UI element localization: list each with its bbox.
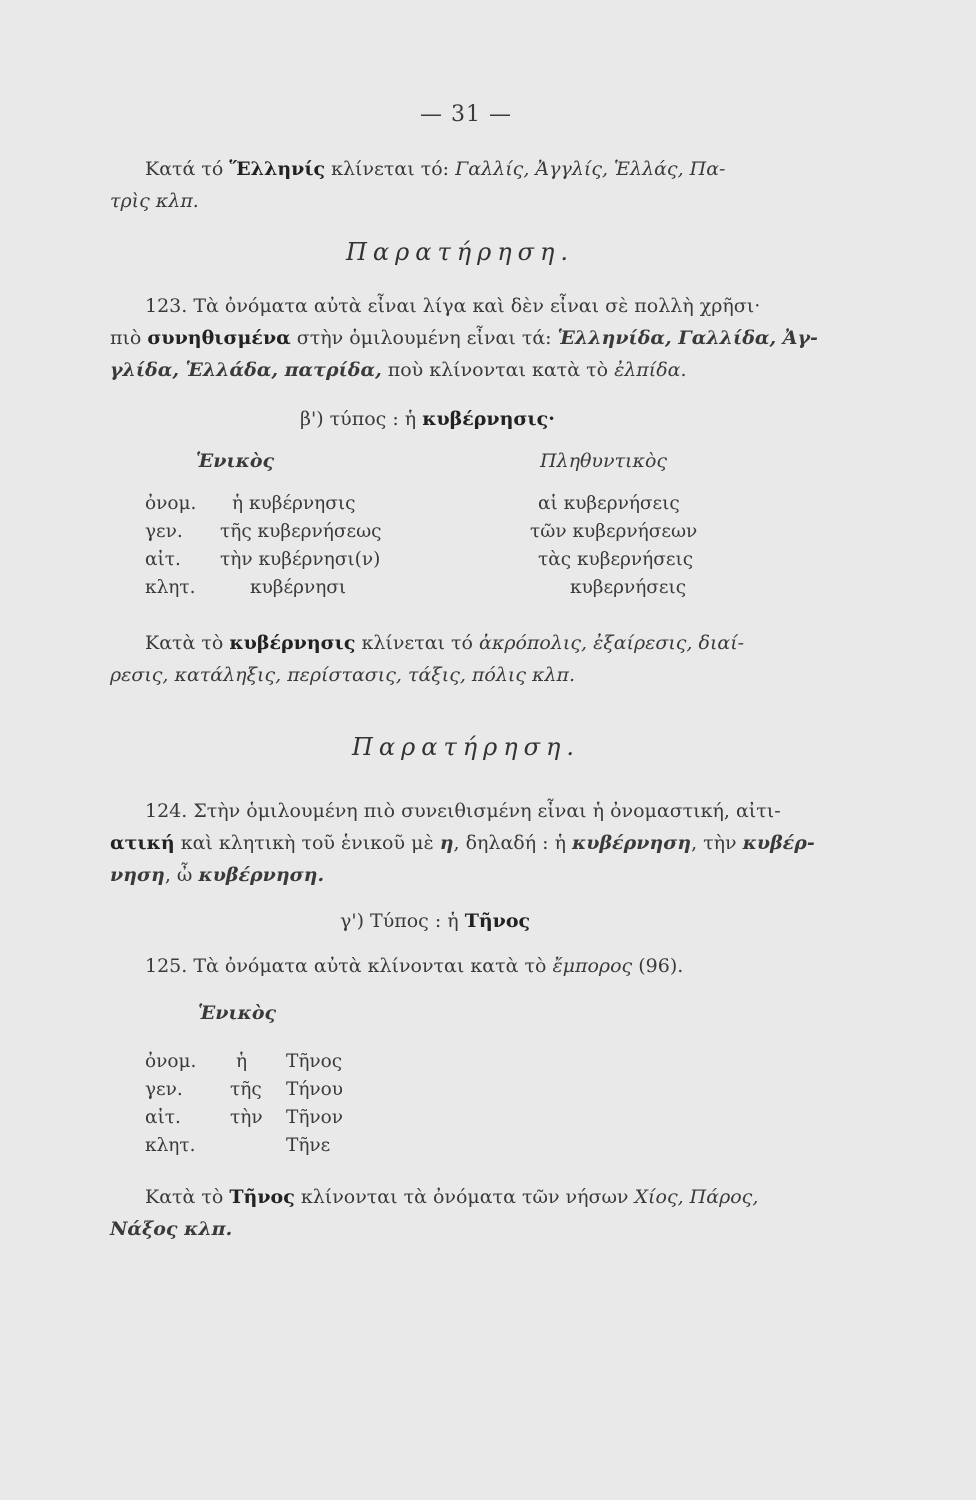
- type-c-heading: γ') Τύπος : ἡ Τῆνος: [340, 910, 531, 932]
- paragraph-4-line-3: νηση, ὦ κυβέρνηση.: [110, 864, 325, 886]
- paragraph-1-line-2: τρὶς κλπ.: [110, 190, 199, 212]
- table2-case-col: [145, 1048, 196, 1160]
- paragraph-2-line-3: γλίδα, Ἑλλάδα, πατρίδα, ποὺ κλίνονται κατὰ τὸ ἐλπίδα.: [110, 359, 687, 381]
- table-cell: τῶν κυβερνήσεων: [530, 521, 698, 542]
- table-cell: τὴν κυβέρνησι(ν): [220, 549, 381, 570]
- paragraph-2-line-2: πιὸ συνηθισμένα στὴν ὁμιλουμένη εἶναι τά: Ἑλληνίδα, Γαλλίδα, Ἀγ-: [110, 327, 818, 349]
- table-cell: τὴν: [230, 1107, 263, 1128]
- table-row: κλητ.: [145, 1135, 196, 1156]
- table2-singular-header: Ἑνικὸς: [198, 1002, 277, 1024]
- table1-singular-header: Ἑνικὸς: [196, 450, 275, 472]
- table-cell: ἡ κυβέρνησις: [232, 493, 356, 514]
- table-row: ὀνομ.: [145, 493, 197, 514]
- paragraph-3-line-1: Κατὰ τὸ κυβέρνησις κλίνεται τό ἀκρόπολις, ἐξαίρεσις, διαί-: [145, 632, 745, 654]
- paragraph-1-line-1: Κατά τό Ἕλληνίς κλίνεται τό: Γαλλίς, Ἀγγλίς, Ἑλλάς, Πα-: [145, 158, 726, 180]
- table2-form-col: [286, 1048, 343, 1160]
- table1-case-col: [145, 490, 196, 602]
- table-cell: Τῆνον: [286, 1107, 344, 1128]
- table-row: γεν.: [145, 1079, 183, 1100]
- type-b-heading: β') τύπος : ἡ κυβέρνησις·: [300, 408, 555, 430]
- table-row: ὀνομ.: [145, 1051, 197, 1072]
- table2-article-col: [230, 1048, 263, 1132]
- paragraph-4-line-1: 124. Στὴν ὁμιλουμένη πιὸ συνειθισμένη εἶναι ἡ ὀνομαστική, αἰτι-: [145, 800, 781, 822]
- table1-plural-header: Πληθυντικὸς: [540, 450, 668, 472]
- table-row: κλητ.: [145, 577, 196, 598]
- paragraph-6-line-2: Νάξος κλπ.: [110, 1218, 233, 1240]
- page-number: — 31 —: [420, 102, 512, 127]
- table-row: γεν.: [145, 521, 183, 542]
- table1-plural-col: [530, 490, 697, 602]
- paragraph-4-line-2: ατική καὶ κλητικὴ τοῦ ἑνικοῦ μὲ η, δηλαδή : ἡ κυβέρνηση, τὴν κυβέρ-: [110, 832, 815, 854]
- table-row: αἰτ.: [145, 1107, 181, 1128]
- paragraph-5: 125. Τὰ ὀνόματα αὐτὰ κλίνονται κατὰ τὸ ἔμπορος (96).: [145, 955, 684, 977]
- table-cell: Τήνου: [286, 1079, 344, 1100]
- paragraph-3-line-2: ρεσις, κατάληξις, περίστασις, τάξις, πόλις κλπ.: [110, 664, 576, 686]
- table-cell: κυβερνήσεις: [570, 577, 687, 598]
- table-cell: τὰς κυβερνήσεις: [538, 549, 694, 570]
- paragraph-2-line-1: 123. Τὰ ὀνόματα αὐτὰ εἶναι λίγα καὶ δὲν εἶναι σὲ πολλὴ χρῆσι·: [145, 295, 761, 317]
- table-cell: Τῆνε: [286, 1135, 331, 1156]
- paragraph-6-line-1: Κατὰ τὸ Τῆνος κλίνονται τὰ ὀνόματα τῶν νήσων Χίος, Πάρος,: [145, 1186, 759, 1208]
- table-cell: ἡ: [236, 1051, 248, 1072]
- section-heading-1: Παρατήρηση.: [346, 238, 574, 266]
- section-heading-2: Παρατήρηση.: [352, 733, 580, 761]
- table-cell: τῆς: [230, 1079, 262, 1100]
- table-cell: κυβέρνησι: [250, 577, 347, 598]
- table-cell: Τῆνος: [286, 1051, 343, 1072]
- table-row: αἰτ.: [145, 549, 181, 570]
- table1-singular-col: [220, 490, 382, 602]
- table-cell: αἱ κυβερνήσεις: [538, 493, 680, 514]
- table-cell: τῆς κυβερνήσεως: [220, 521, 382, 542]
